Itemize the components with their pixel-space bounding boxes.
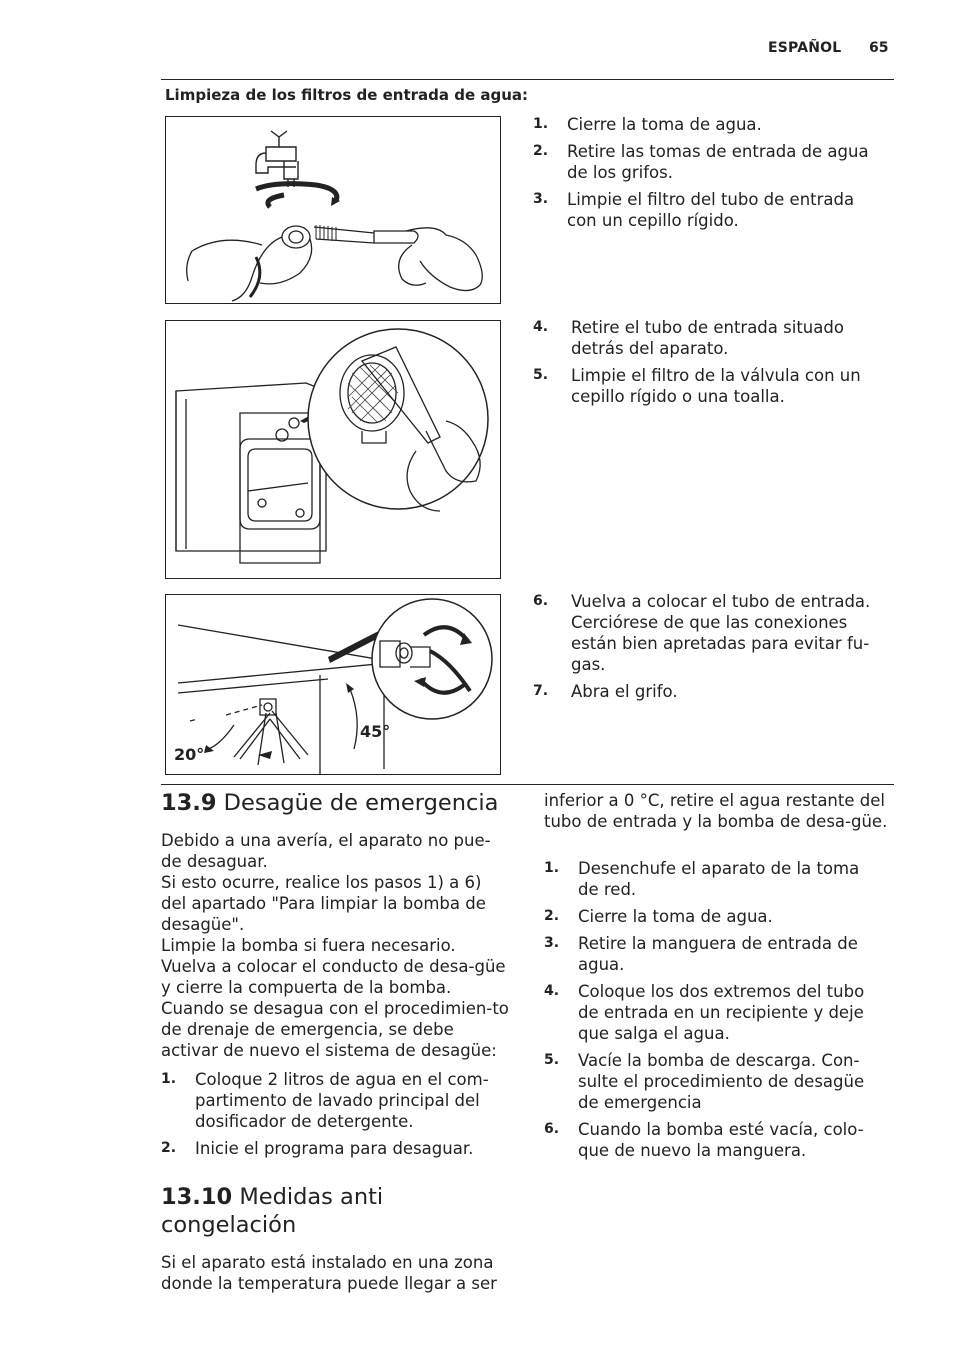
section-title: Medidas anti congelación: [161, 1184, 384, 1238]
list-item: [544, 906, 884, 927]
step-number: 2.: [544, 908, 560, 924]
step-text: Abra el grifo.: [571, 682, 678, 701]
step-number: 5.: [533, 367, 549, 383]
filters-section-title: Limpieza de los filtros de entrada de agua:: [165, 86, 529, 104]
list-item: [533, 681, 888, 702]
page-number: 65: [869, 40, 889, 56]
list-item: [161, 1069, 511, 1132]
step-text: Retire las tomas de entrada de agua de los grifos.: [567, 142, 869, 182]
step-text: Desenchufe el aparato de la toma de red.: [578, 859, 860, 899]
step-number: 6.: [533, 593, 549, 609]
section-13-9-steps: [161, 1069, 511, 1165]
paragraph-line: Cuando se desagua con el procedimien-to de drenaje de emergencia, se debe activar de nuevo el sistema de desagüe:: [161, 999, 509, 1060]
section-number: 13.10: [161, 1184, 233, 1210]
list-item: [544, 858, 884, 900]
list-item: [533, 365, 873, 407]
step-text: Retire el tubo de entrada situado detrás del aparato.: [571, 318, 844, 358]
step-text: Retire la manguera de entrada de agua.: [578, 934, 858, 974]
paragraph-line: Vuelva a colocar el conducto de desa-güe y cierre la compuerta de la bomba.: [161, 957, 506, 997]
list-item: [161, 1138, 511, 1159]
figure-valve-filter: [165, 320, 501, 579]
valve-filter-illustration: [166, 321, 500, 578]
step-number: 3.: [533, 191, 549, 207]
header-rule: [161, 79, 894, 80]
list-item: [533, 189, 888, 231]
step-text: Vuelva a colocar el tubo de entrada. Cerciórese de que las conexiones están bien apretadas para evitar fu-gas.: [571, 592, 871, 674]
step-number: 3.: [544, 935, 560, 951]
section-13-10-steps: [544, 858, 884, 1167]
step-text: Cuando la bomba esté vacía, colo-que de nuevo la manguera.: [578, 1120, 864, 1160]
step-text: Cierre la toma de agua.: [567, 115, 762, 134]
paragraph-line: Limpie la bomba si fuera necesario.: [161, 936, 456, 955]
step-number: 1.: [533, 116, 549, 132]
step-number: 1.: [161, 1071, 177, 1087]
step-number: 1.: [544, 860, 560, 876]
filter-steps-3: [533, 591, 888, 708]
list-item: [544, 1050, 884, 1113]
list-item: [544, 933, 884, 975]
list-item: [533, 114, 888, 135]
step-text: Limpie el filtro de la válvula con un cepillo rígido o una toalla.: [571, 366, 861, 406]
step-number: 4.: [544, 983, 560, 999]
section-rule: [161, 784, 894, 785]
step-text: Inicie el programa para desaguar.: [195, 1139, 474, 1158]
section-13-9-body: [161, 830, 511, 1061]
inlet-connection-illustration: [166, 595, 500, 774]
section-13-10-body-left: Si el aparato está instalado en una zona donde la temperatura puede llegar a ser: [161, 1253, 497, 1293]
step-text: Coloque 2 litros de agua en el com-partimento de lavado principal del dosificador de detergente.: [195, 1070, 489, 1131]
step-number: 7.: [533, 683, 549, 699]
list-item: [533, 591, 888, 675]
step-number: 5.: [544, 1052, 560, 1068]
step-number: 6.: [544, 1121, 560, 1137]
section-13-10-heading: [161, 1183, 461, 1239]
paragraph-line: Debido a una avería, el aparato no pue-de desaguar.: [161, 831, 491, 871]
figure-inlet-connection: [165, 594, 501, 775]
step-text: Cierre la toma de agua.: [578, 907, 773, 926]
section-13-9-heading: [161, 789, 521, 817]
step-text: Vacíe la bomba de descarga. Con-sulte el procedimiento de desagüe de emergencia: [578, 1051, 865, 1112]
paragraph-line: Si esto ocurre, realice los pasos 1) a 6) del apartado "Para limpiar la bomba de desagüe".: [161, 873, 486, 934]
list-item: [533, 317, 873, 359]
list-item: [533, 141, 888, 183]
section-13-10-body-right: inferior a 0 °C, retire el agua restante del tubo de entrada y la bomba de desa-güe.: [544, 791, 888, 831]
header-language: ESPAÑOL: [768, 40, 842, 56]
section-number: 13.9: [161, 790, 217, 816]
tap-cleaning-illustration: [166, 117, 500, 303]
angle-label-45: 45°: [360, 722, 391, 741]
list-item: [544, 981, 884, 1044]
filter-steps-2: [533, 317, 873, 413]
figure-tap-brush: [165, 116, 501, 304]
filter-steps-1: [533, 114, 888, 237]
step-number: 4.: [533, 319, 549, 335]
list-item: [544, 1119, 884, 1161]
angle-label-20: 20°: [174, 745, 205, 764]
step-number: 2.: [533, 143, 549, 159]
step-text: Coloque los dos extremos del tubo de entrada en un recipiente y deje que salga el agua.: [578, 982, 865, 1043]
section-title: Desagüe de emergencia: [223, 790, 499, 816]
step-text: Limpie el filtro del tubo de entrada con un cepillo rígido.: [567, 190, 855, 230]
step-number: 2.: [161, 1140, 177, 1156]
